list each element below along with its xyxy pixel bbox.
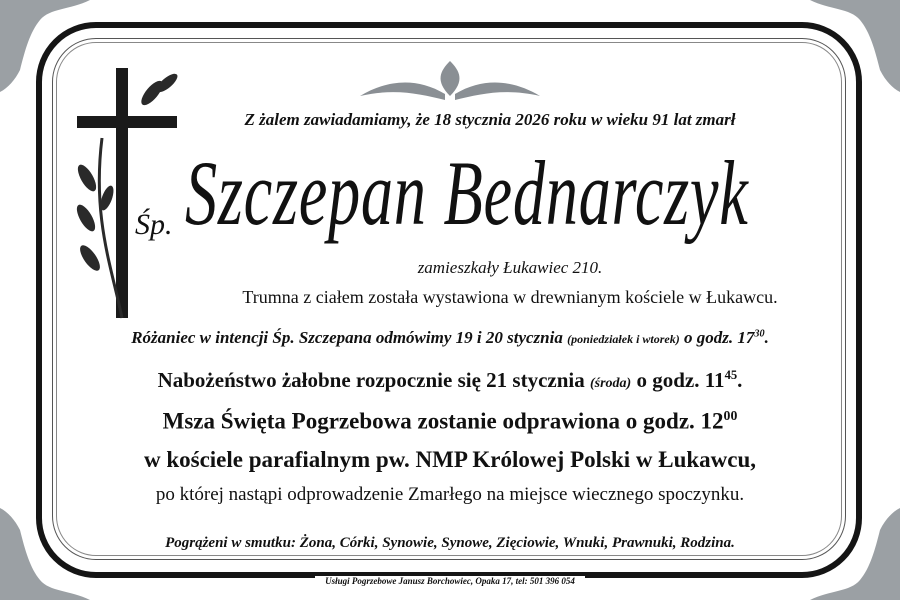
rosary-main: Różaniec w intencji Śp. Szczepana odmówimy 19 i 20 stycznia (131, 328, 563, 347)
funeral-home-text: Usługi Pogrzebowe Janusz Borchowiec, Opaka 17, tel: 501 396 054 (315, 576, 585, 586)
rosary-text (0, 328, 900, 348)
service-day: (środa) (589, 376, 632, 391)
cross-with-palm-icon (72, 68, 182, 320)
service-time: o godz. 11 (636, 368, 725, 392)
service-end: . (737, 368, 743, 392)
top-ornament-icon (355, 56, 545, 106)
footer (0, 571, 900, 589)
rosary-time-minutes: 30 (754, 328, 765, 340)
rosary-time: o godz. 17 (684, 328, 755, 347)
church-text: w kościele parafialnym pw. NMP Królowej Polski w Łukawcu, (143, 447, 757, 472)
service-time-minutes: 45 (724, 368, 738, 382)
mass-time-minutes: 00 (723, 408, 738, 423)
service-text (0, 368, 900, 393)
name-prefix: Śp. (135, 208, 173, 241)
mourners-text: Pogrążeni w smutku: Żona, Córki, Synowie, Synowe, Zięciowie, Wnuki, Prawnuki, Rodzina. (165, 535, 735, 551)
deceased-name: Szczepan Bednarczyk (185, 142, 749, 244)
residence-text: zamieszkały Łukawiec 210. (417, 258, 603, 277)
rosary-end: . (764, 328, 769, 347)
mass-text (0, 408, 900, 435)
rosary-days: (poniedziałek i wtorek) (567, 332, 680, 346)
burial-text: po której nastąpi odprowadzenie Zmarłego na miejsce wiecznego spoczynku. (155, 484, 745, 505)
intro-text: Z żalem zawiadamiamy, że 18 stycznia 2026 roku w wieku 91 lat zmarł (244, 110, 736, 129)
ornament-top-right-icon (805, 0, 900, 95)
mass-main: Msza Święta Pogrzebowa zostanie odprawiona o godz. 12 (162, 408, 724, 434)
coffin-text: Trumna z ciałem została wystawiona w drewnianym kościele w Łukawcu. (242, 287, 778, 307)
service-main: Nabożeństwo żałobne rozpocznie się 21 stycznia (157, 368, 585, 392)
